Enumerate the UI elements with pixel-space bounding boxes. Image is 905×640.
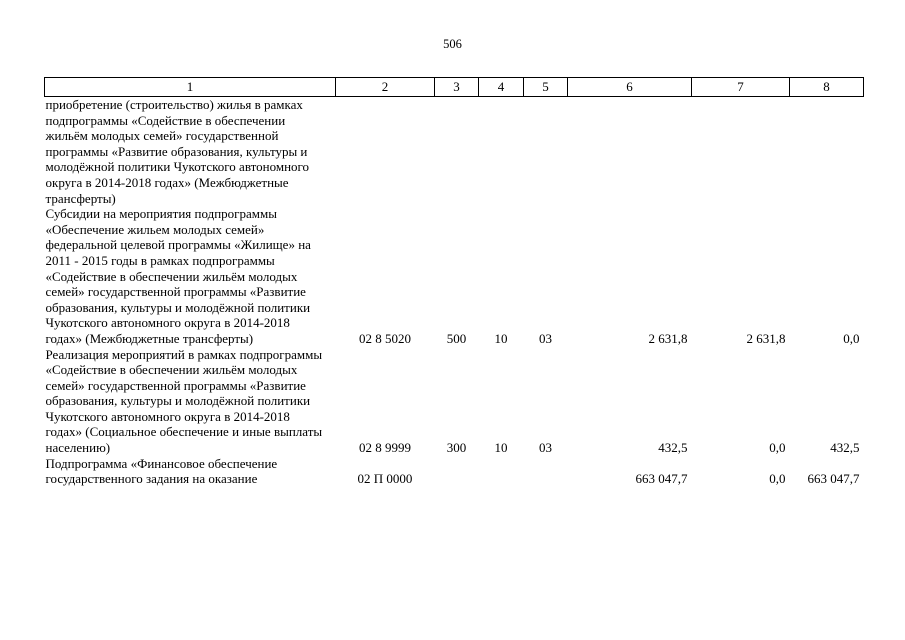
row-section bbox=[479, 456, 524, 487]
column-header-6: 6 bbox=[568, 78, 692, 97]
row-description: приобретение (строительство) жилья в рамках подпрограммы «Содействие в обеспечении жильём молодых семей» государственной программы «Развитие образования, культуры и молодёжной политики Чукотского автономного округа в 2014-2018 годах» (Межбюджетные трансферты) bbox=[45, 97, 310, 206]
column-header-1: 1 bbox=[45, 78, 336, 97]
row-description: Реализация мероприятий в рамках подпрограммы «Содействие в обеспечении жильём молодых семей» государственной программы «Развитие образования, культуры и молодёжной политики Чукотского автономного округа в 2014-2018 годах» (Социальное обеспечение и иные выплаты населению) bbox=[45, 346, 323, 456]
row-description: Подпрограмма «Финансовое обеспечение государственного задания на оказание bbox=[45, 455, 278, 487]
column-header-5: 5 bbox=[524, 78, 568, 97]
row-subsection bbox=[524, 97, 568, 207]
row-expense-type bbox=[435, 456, 479, 487]
table-row bbox=[45, 97, 864, 207]
page-number: 506 bbox=[443, 37, 462, 51]
column-header-3: 3 bbox=[435, 78, 479, 97]
row-target-code bbox=[336, 97, 435, 207]
row-target-code: 02 8 5020 bbox=[359, 330, 411, 346]
column-header-2: 2 bbox=[336, 78, 435, 97]
row-amount-regional: 432,5 bbox=[830, 440, 860, 456]
row-subsection bbox=[524, 456, 568, 487]
row-amount-federal: 0,0 bbox=[769, 471, 786, 487]
column-number-row bbox=[45, 78, 864, 97]
row-amount-federal: 2 631,8 bbox=[746, 330, 786, 346]
row-amount-federal: 0,0 bbox=[769, 440, 786, 456]
row-target-code: 02 8 9999 bbox=[359, 440, 411, 456]
table-row bbox=[45, 347, 864, 456]
column-header-7: 7 bbox=[692, 78, 790, 97]
budget-table bbox=[44, 77, 864, 487]
row-expense-type: 300 bbox=[446, 440, 467, 456]
row-subsection: 03 bbox=[539, 440, 552, 456]
column-header-4: 4 bbox=[479, 78, 524, 97]
table-row bbox=[45, 456, 864, 487]
row-amount-total bbox=[568, 97, 692, 207]
row-amount-regional: 0,0 bbox=[843, 330, 860, 346]
column-header-8: 8 bbox=[790, 78, 864, 97]
row-subsection: 03 bbox=[539, 330, 552, 346]
row-expense-type: 500 bbox=[446, 330, 467, 346]
row-description: Субсидии на мероприятия подпрограммы «Обеспечение жильем молодых семей» федеральной целевой программы «Жилище» на 2011 - 2015 годы в рамках подпрограммы «Содействие в обеспечении жильём молодых семей» государственной программы «Развитие образования, культуры и молодёжной политики Чукотского автономного округа в 2014-2018 годах» (Межбюджетные трансферты) bbox=[45, 206, 311, 346]
row-amount-federal bbox=[692, 97, 790, 207]
row-amount-total: 663 047,7 bbox=[635, 471, 688, 487]
row-amount-regional bbox=[790, 97, 864, 207]
table-row bbox=[45, 206, 864, 346]
row-amount-total: 2 631,8 bbox=[648, 330, 688, 346]
row-section: 10 bbox=[494, 440, 508, 456]
row-amount-total: 432,5 bbox=[658, 440, 688, 456]
row-amount-regional: 663 047,7 bbox=[807, 471, 860, 487]
row-target-code: 02 П 0000 bbox=[357, 471, 413, 487]
row-expense-type bbox=[435, 97, 479, 207]
row-section: 10 bbox=[494, 330, 508, 346]
row-section bbox=[479, 97, 524, 207]
